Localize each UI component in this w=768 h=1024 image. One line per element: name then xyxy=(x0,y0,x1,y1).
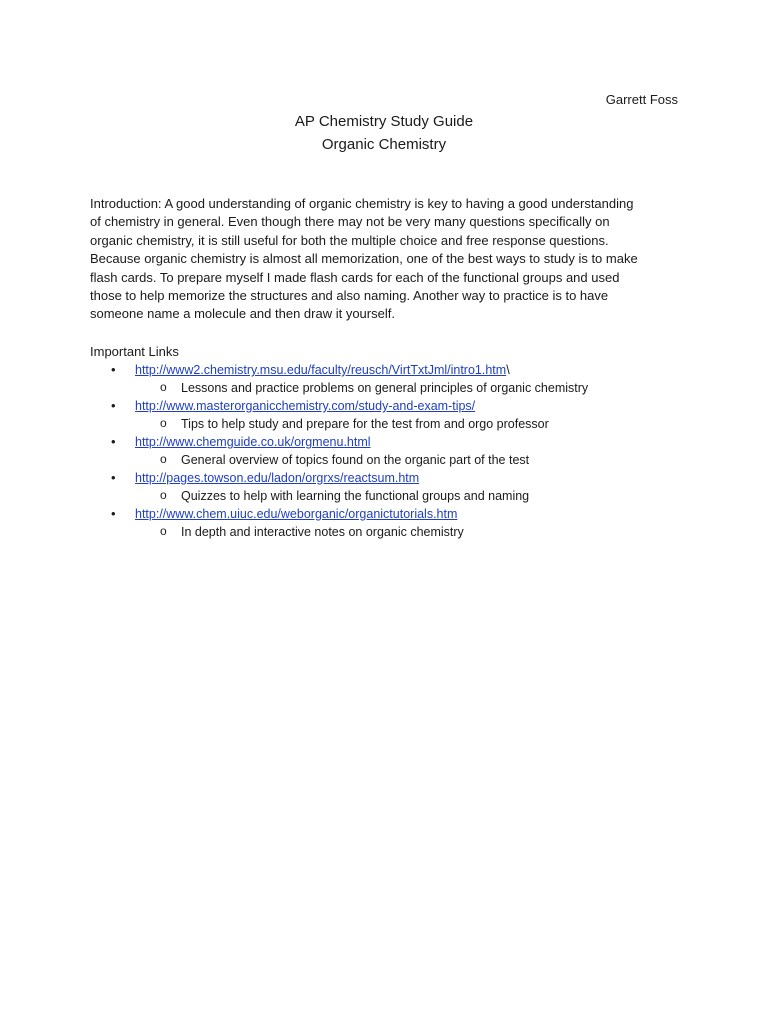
link-item xyxy=(90,397,690,433)
link-item xyxy=(90,505,690,541)
link-msu-intro[interactable]: http://www2.chemistry.msu.edu/faculty/reusch/VirtTxtJml/intro1.htm xyxy=(135,363,507,377)
link-description: o Tips to help study and prepare for the test from and orgo professor xyxy=(135,415,690,433)
link-uiuc[interactable]: http://www.chem.uiuc.edu/weborganic/organictutorials.htm xyxy=(135,507,458,521)
introduction-paragraph xyxy=(90,195,680,324)
link-description: o Quizzes to help with learning the functional groups and naming xyxy=(135,487,690,505)
bullet-link-row xyxy=(135,361,690,379)
intro-line: organic chemistry, it is still useful for both the multiple choice and free response questions. xyxy=(90,232,609,248)
document-subtitle: Organic Chemistry xyxy=(321,136,447,153)
link-description: o General overview of topics found on the organic part of the test xyxy=(135,451,690,469)
link-suffix: \ xyxy=(506,363,510,377)
links-heading: Important Links xyxy=(90,344,179,359)
bullet-link-row xyxy=(135,433,690,451)
link-master-organic[interactable]: http://www.masterorganicchemistry.com/study-and-exam-tips/ xyxy=(135,399,476,413)
intro-line: flash cards. To prepare myself I made flash cards for each of the functional groups and used xyxy=(90,269,620,285)
bullet-link-row xyxy=(135,397,690,415)
intro-line: someone name a molecule and then draw it yourself. xyxy=(90,306,395,322)
link-item xyxy=(90,469,690,505)
author-name: Garrett Foss xyxy=(605,92,678,107)
link-item xyxy=(90,433,690,469)
intro-line: those to help memorize the structures and also naming. Another way to practice is to have xyxy=(90,288,609,304)
title-block xyxy=(0,110,768,156)
link-item xyxy=(90,361,690,397)
intro-line: Because organic chemistry is almost all memorization, one of the best ways to study is to make xyxy=(90,251,638,267)
intro-line: Introduction: A good understanding of organic chemistry is key to having a good understanding xyxy=(90,196,634,211)
document-title: AP Chemistry Study Guide xyxy=(294,113,474,130)
links-list xyxy=(90,361,690,541)
link-description: o In depth and interactive notes on organic chemistry xyxy=(135,523,690,541)
link-description: o Lessons and practice problems on general principles of organic chemistry xyxy=(135,379,690,397)
link-towson[interactable]: http://pages.towson.edu/ladon/orgrxs/reactsum.htm xyxy=(135,471,420,485)
intro-line: of chemistry in general. Even though there may not be very many questions specifically on xyxy=(90,214,610,230)
bullet-link-row xyxy=(135,505,690,523)
bullet-link-row xyxy=(135,469,690,487)
link-chemguide[interactable]: http://www.chemguide.co.uk/orgmenu.html xyxy=(135,435,371,449)
